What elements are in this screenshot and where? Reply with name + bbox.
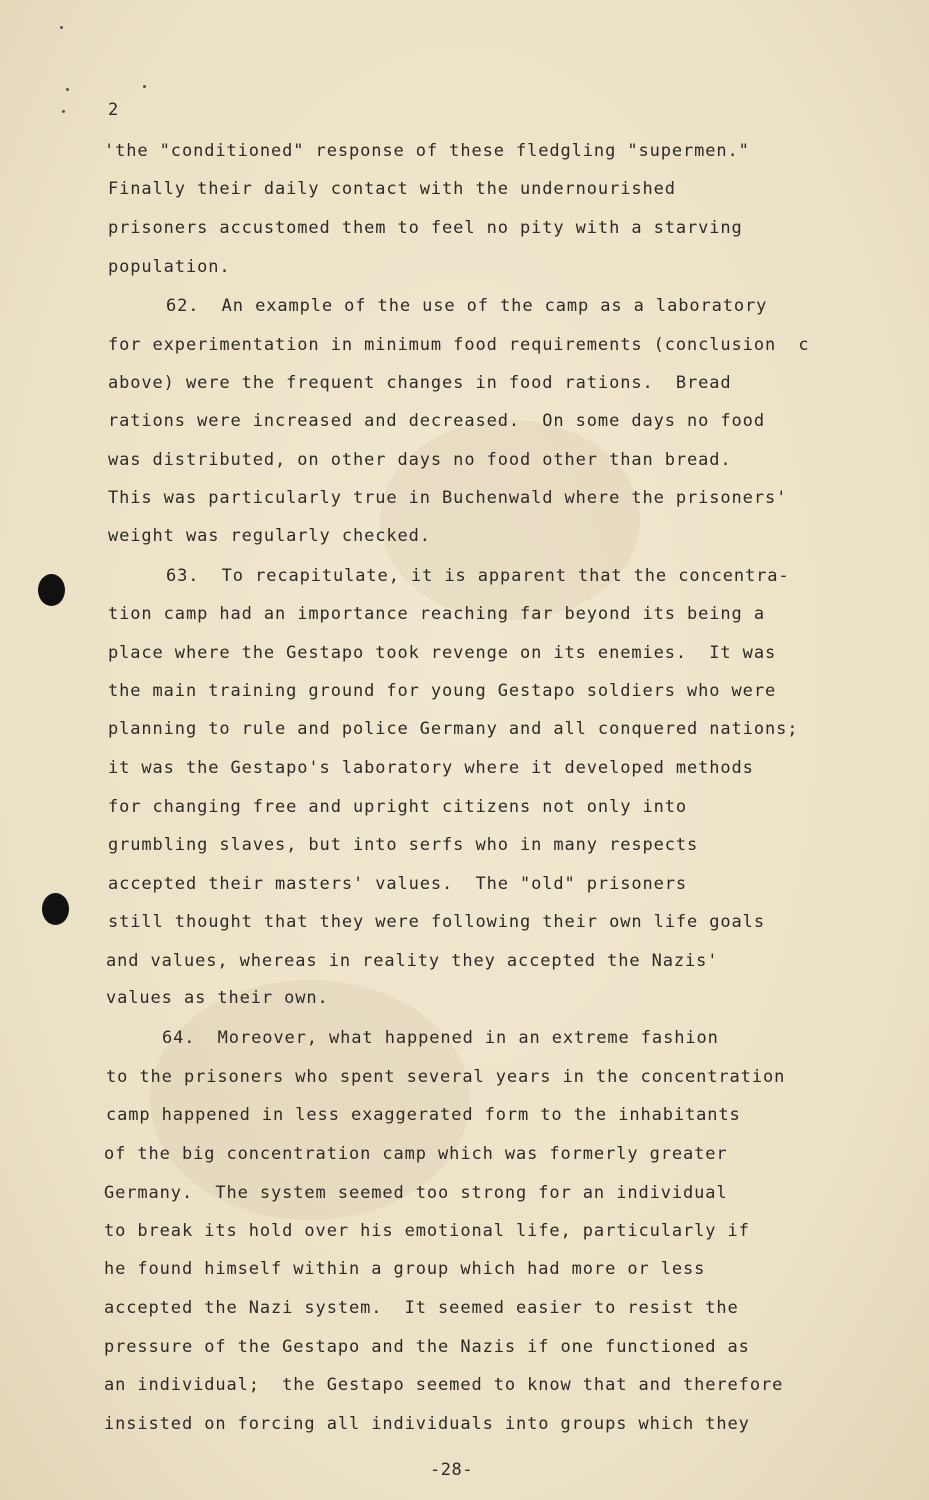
text-line: 63. To recapitulate, it is apparent that the concentra- (166, 566, 790, 586)
text-line: weight was regularly checked. (108, 526, 431, 546)
text-line: accepted their masters' values. The "old" prisoners (108, 874, 688, 894)
text-line: prisoners accustomed them to feel no pity with a starving (108, 218, 743, 238)
page-number: 2 (108, 100, 119, 120)
text-line: he found himself within a group which had more or less (104, 1259, 706, 1279)
text-line: values as their own. (106, 988, 329, 1008)
text-line: place where the Gestapo took revenge on its enemies. It was (108, 643, 777, 663)
text-line: 62. An example of the use of the camp as a laboratory (166, 296, 768, 316)
text-line: This was particularly true in Buchenwald where the prisoners' (108, 488, 788, 508)
text-line: the main training ground for young Gestapo soldiers who were (108, 681, 777, 701)
paper-speck (60, 26, 63, 29)
text-line: to break its hold over his emotional life, particularly if (104, 1221, 750, 1241)
text-line: rations were increased and decreased. On some days no food (108, 411, 765, 431)
text-line: grumbling slaves, but into serfs who in many respects (108, 835, 699, 855)
text-line: an individual; the Gestapo seemed to know that and therefore (104, 1375, 784, 1395)
text-line: pressure of the Gestapo and the Nazis if one functioned as (104, 1337, 750, 1357)
paper-speck (143, 85, 146, 88)
text-line: for changing free and upright citizens not only into (108, 797, 688, 817)
text-line: planning to rule and police Germany and all conquered nations; (108, 719, 799, 739)
punch-hole (38, 574, 65, 606)
text-line: Germany. The system seemed too strong for an individual (104, 1183, 728, 1203)
text-line: accepted the Nazi system. It seemed easier to resist the (104, 1298, 739, 1318)
text-line: 'the "conditioned" response of these fledgling "supermen." (104, 141, 750, 161)
text-line: above) were the frequent changes in food rations. Bread (108, 373, 732, 393)
text-line: Finally their daily contact with the undernourished (108, 179, 676, 199)
text-line: still thought that they were following their own life goals (108, 912, 765, 932)
punch-hole (42, 893, 69, 925)
text-line: to the prisoners who spent several years in the concentration (106, 1067, 786, 1087)
text-line: of the big concentration camp which was formerly greater (104, 1144, 728, 1164)
text-line: 64. Moreover, what happened in an extreme fashion (162, 1028, 719, 1048)
text-line: population. (108, 257, 231, 277)
text-line: and values, whereas in reality they accepted the Nazis' (106, 951, 719, 971)
paper-speck (62, 110, 65, 113)
text-line: for experimentation in minimum food requirements (conclusion c (108, 335, 810, 355)
text-line: insisted on forcing all individuals into groups which they (104, 1414, 750, 1434)
text-line: camp happened in less exaggerated form to the inhabitants (106, 1105, 741, 1125)
footer-page-number: -28- (430, 1460, 473, 1480)
text-line: tion camp had an importance reaching far beyond its being a (108, 604, 765, 624)
paper-speck (66, 88, 69, 91)
text-line: was distributed, on other days no food other than bread. (108, 450, 732, 470)
text-line: it was the Gestapo's laboratory where it developed methods (108, 758, 754, 778)
